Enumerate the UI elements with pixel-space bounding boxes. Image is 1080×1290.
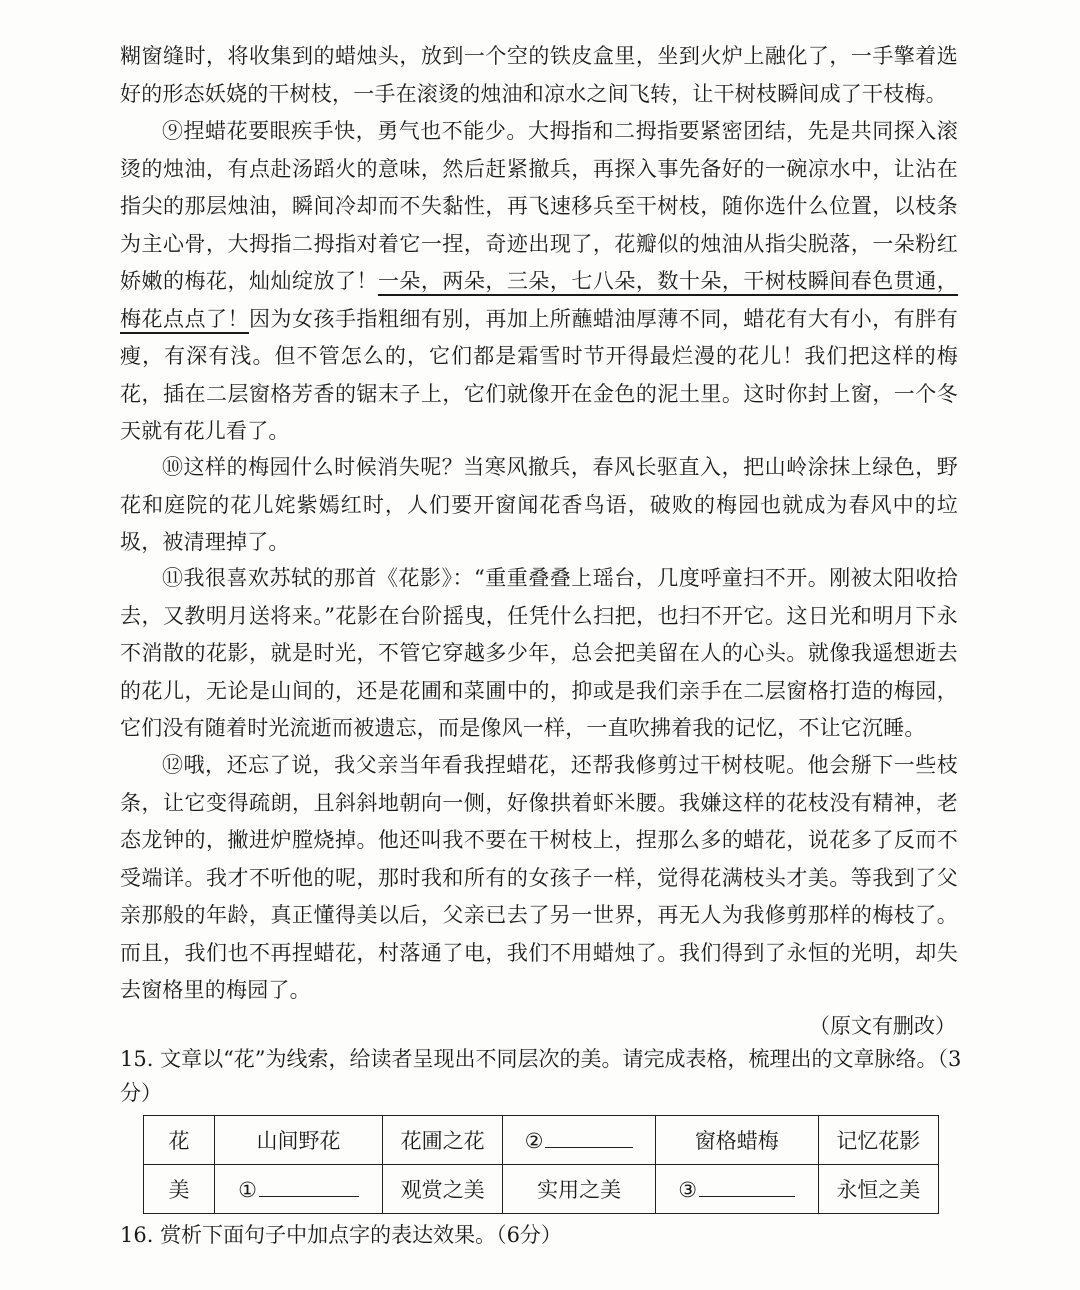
paragraph-continued — [120, 38, 958, 113]
cell-blank-1[interactable] — [215, 1165, 383, 1214]
table-row-flowers — [144, 1116, 939, 1165]
question-16: 16. 赏析下面句子中加点字的表达效果。（6分） — [120, 1223, 562, 1247]
paragraph-text: ⑨捏蜡花要眼疾手快，勇气也不能少。大拇指和二拇指要紧密团结，先是共同探入滚烫的烛油，有点赴汤蹈火的意味，然后赶紧撤兵，再探入事先备好的一碗凉水中，让沾在指尖的那层烛油，瞬间冷却而不失黏性，再飞速移兵至干树枝，随你选什么位置，以枝条为主心骨，大拇指二拇指对着它一捏，奇迹出现了，花瓣似的烛油从指尖脱落，一朵粉红娇嫩的梅花，灿灿绽放了！ — [120, 119, 958, 293]
paragraph-text: 因为女孩手指粗细有别，再加上所蘸蜡油厚薄不同，蜡花有大有小，有胖有瘦，有深有浅。但不管怎么的，它们都是霜雪时节开得最烂漫的花儿！我们把这样的梅花，插在二层窗格芳香的锯末子上，它们就像开在金色的泥土里。这时你封上窗，一个冬天就有花儿看了。 — [120, 306, 958, 443]
answer-blank-2[interactable] — [545, 1127, 633, 1148]
paragraph-11 — [120, 560, 958, 748]
underlined-sentence: 一朵，两朵，三朵，七八朵，数十朵，干树枝瞬间春色贯通，梅花点点了！ — [120, 269, 958, 331]
paragraph-10 — [120, 449, 958, 562]
paragraph-text: 糊窗缝时，将收集到的蜡烛头，放到一个空的铁皮盒里，坐到火炉上融化了，一手擎着选好的形态妖娆的干树枝，一手在滚烫的烛油和凉水之间飞转，让干树枝瞬间成了干枝梅。 — [120, 44, 958, 106]
source-note: （原文有删改） — [809, 1014, 956, 1038]
paragraph-text: ⑪我很喜欢苏轼的那首《花影》：“重重叠叠上瑶台，几度呼童扫不开。刚被太阳收拾去，又教明月送将来。”花影在台阶摇曳，任凭什么扫把，也扫不开它。这日光和明月下永不消散的花影，就是时光，不管它穿越多少年，总会把美留在人的心头。就像我遥想逝去的花儿，无论是山间的，还是花圃和菜圃中的，抑或是我们亲手在二层窗格打造的梅园，它们没有随着时光流逝而被遗忘，而是像风一样，一直吹拂着我的记忆，不让它沉睡。 — [120, 566, 958, 740]
blank-marker-2: ② — [524, 1129, 544, 1153]
paragraph-text: ⑫哦，还忘了说，我父亲当年看我捏蜡花，还帮我修剪过干树枝呢。他会掰下一些枝条，让它变得疏朗，且斜斜地朝向一侧，好像拱着虾米腰。我嫌这样的花枝没有精神，老态龙钟的，撇进炉膛烧掉。他还叫我不要在干树枝上，捏那么多的蜡花，说花多了反而不受端详。我才不听他的呢，那时我和所有的女孩子一样，觉得花满枝头才美。等我到了父亲那般的年龄，真正懂得美以后，父亲已去了另一世界，再无人为我修剪那样的梅枝了。而且，我们也不再捏蜡花，村落通了电，我们不用蜡烛了。我们得到了永恒的光明，却失去窗格里的梅园了。 — [120, 753, 958, 1002]
question-15: 15. 文章以“花”为线索，给读者呈现出不同层次的美。请完成表格，梳理出的文章脉络。（3分） — [120, 1047, 962, 1105]
blank-marker-3: ③ — [678, 1178, 698, 1202]
cell-garden-flowers: 花圃之花 — [383, 1116, 503, 1165]
row-header-flower: 花 — [144, 1116, 215, 1165]
cell-ornamental-beauty: 观赏之美 — [383, 1165, 503, 1214]
cell-window-wax-plum: 窗格蜡梅 — [655, 1116, 818, 1165]
answer-blank-1[interactable] — [259, 1176, 359, 1197]
paragraph-12 — [120, 747, 958, 1010]
answer-blank-3[interactable] — [699, 1176, 795, 1197]
table-row-beauty — [144, 1165, 939, 1214]
paragraph-9 — [120, 113, 958, 451]
cell-blank-3[interactable] — [655, 1165, 818, 1214]
cell-practical-beauty: 实用之美 — [503, 1165, 655, 1214]
cell-memory-flower-shadow: 记忆花影 — [818, 1116, 938, 1165]
blank-marker-1: ① — [238, 1178, 257, 1202]
cell-eternal-beauty: 永恒之美 — [818, 1165, 938, 1214]
cell-blank-2[interactable] — [503, 1116, 655, 1165]
cell-mountain-flowers: 山间野花 — [215, 1116, 383, 1165]
paragraph-text: ⑩这样的梅园什么时候消失呢？当寒风撤兵，春风长驱直入，把山岭涂抹上绿色，野花和庭院的花儿姹紫嫣红时，人们要开窗闻花香鸟语，破败的梅园也就成为春风中的垃圾，被清理掉了。 — [120, 455, 958, 554]
flow-table — [143, 1115, 939, 1214]
row-header-beauty: 美 — [144, 1165, 215, 1214]
